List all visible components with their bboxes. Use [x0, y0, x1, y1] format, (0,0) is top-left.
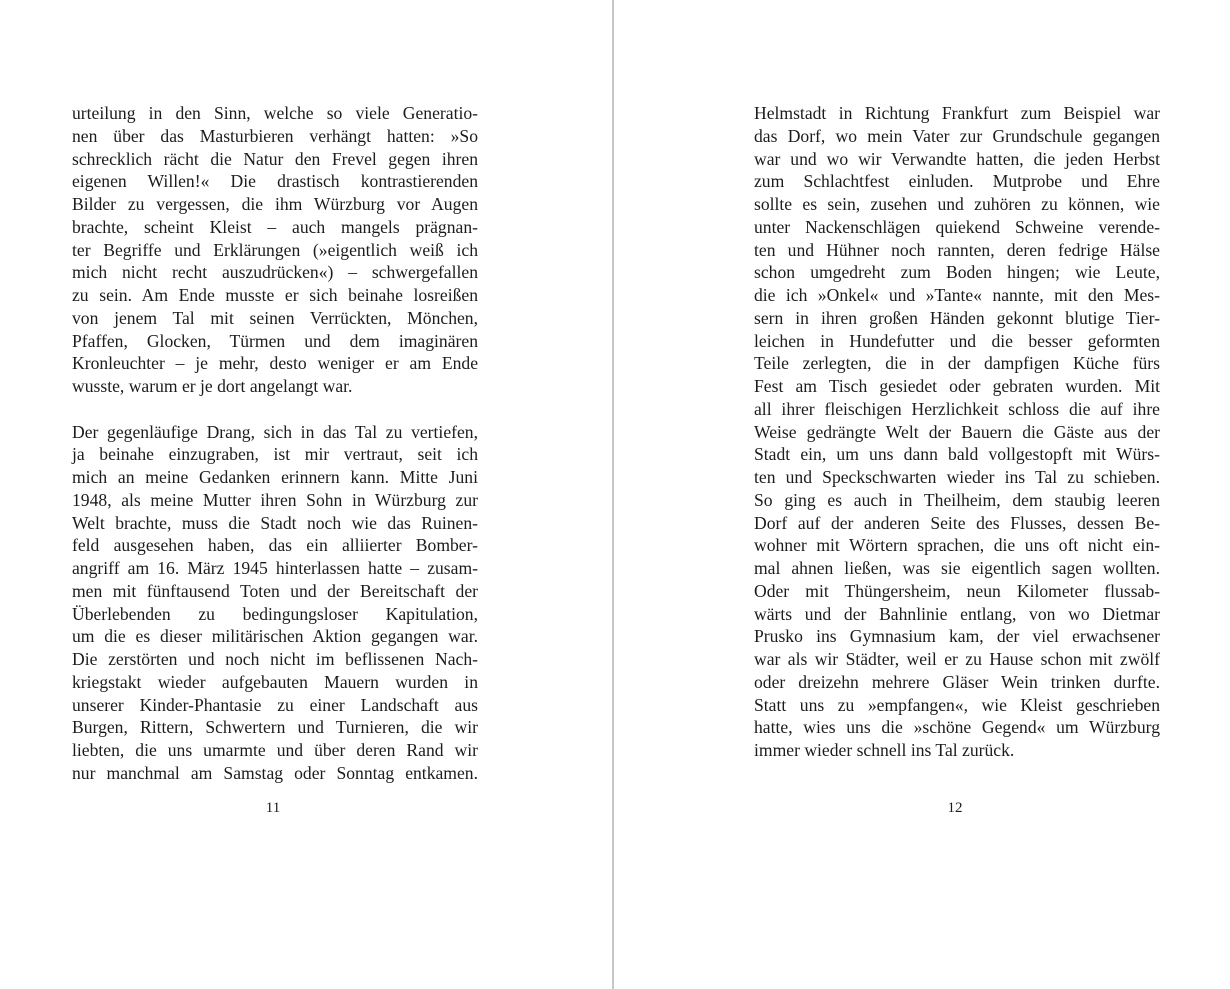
- text-line: Weise gedrängte Welt der Bauern die Gäste aus der: [754, 421, 1160, 442]
- text-line: sern in ihren großen Händen gekonnt blutige Tier-: [754, 307, 1160, 328]
- text-line: Der gegenläufige Drang, sich in das Tal zu vertiefen,: [72, 421, 478, 442]
- text-line: nur manchmal am Samstag oder Sonntag entkamen.: [72, 762, 478, 783]
- page-number: 11: [265, 800, 281, 816]
- text-line: eigenen Willen!« Die drastisch kontrastierenden: [72, 171, 478, 192]
- page-divider: [612, 0, 614, 989]
- text-line: Pfaffen, Glocken, Türmen und dem imaginären: [72, 330, 478, 351]
- text-line: Helmstadt in Richtung Frankfurt zum Beispiel war: [754, 103, 1160, 123]
- text-line: Überlebenden zu bedingungsloser Kapitulation,: [72, 603, 478, 624]
- text-line: mich an meine Gedanken erinnern kann. Mitte Juni: [72, 467, 478, 487]
- text-line: um die es dieser militärischen Aktion gegangen war.: [72, 626, 478, 647]
- paragraph-gap: [72, 398, 478, 421]
- text-line: Kronleuchter – je mehr, desto weniger er am Ende: [72, 353, 478, 374]
- left-page: [0, 0, 612, 989]
- text-line: mich nicht recht auszudrücken«) – schwergefallen: [72, 262, 478, 283]
- text-line: Fest am Tisch gesiedet oder gebraten wurden. Mit: [754, 376, 1160, 396]
- text-line: brachte, scheint Kleist – auch mangels prägnan-: [72, 216, 478, 237]
- text-line: unserer Kinder-Phantasie zu einer Landschaft aus: [72, 694, 478, 715]
- text-line: liebten, die uns umarmte und über deren Rand wir: [72, 740, 478, 760]
- text-line: Oder mit Thüngersheim, neun Kilometer flussab-: [754, 580, 1160, 601]
- text-line: sollte es sein, zusehen und zuhören zu können, wie: [754, 194, 1160, 214]
- text-line: kriegstakt wieder aufgebauten Mauern wurden in: [72, 671, 478, 692]
- text-line: wusste, warum er je dort angelangt war.: [72, 376, 353, 396]
- text-line: Prusko ins Gymnasium kam, der viel erwachsener: [754, 626, 1160, 647]
- text-line: wohner mit Wörtern sprachen, die uns oft nicht ein-: [754, 535, 1160, 556]
- text-line: men mit fünftausend Toten und der Bereitschaft der: [72, 580, 478, 601]
- text-line: zum Schlachtfest einluden. Mutprobe und Ehre: [754, 171, 1160, 192]
- text-line: die ich »Onkel« und »Tante« nannte, mit den Mes-: [754, 285, 1160, 305]
- text-line: ter Begriffe und Erklärungen (»eigentlich weiß ich: [72, 239, 478, 260]
- text-line: angriff am 16. März 1945 hinterlassen hatte – zusam-: [72, 558, 478, 578]
- text-line: nen über das Masturbieren verhängt hatten: »So: [72, 125, 478, 146]
- text-line: all ihrer fleischigen Herzlichkeit schloss die auf ihre: [754, 398, 1160, 419]
- text-line: Bilder zu vergessen, die ihm Würzburg vor Augen: [72, 194, 478, 214]
- text-line: unter Nackenschlägen quiekend Schweine verende-: [754, 216, 1160, 237]
- text-line: war als wir Städter, weil er zu Hause schon mit zwölf: [754, 649, 1160, 669]
- left-page-text: [72, 102, 478, 785]
- text-line: Die zerstörten und noch nicht im beflissenen Nach-: [72, 649, 478, 669]
- paragraph: [72, 421, 478, 785]
- text-line: ten und Speckschwarten wieder ins Tal zu schieben.: [754, 467, 1160, 487]
- text-line: leichen in Hundefutter und die besser geformten: [754, 330, 1160, 351]
- right-page-text: [754, 102, 1160, 762]
- text-line: zu sein. Am Ende musste er sich beinahe losreißen: [72, 285, 478, 305]
- text-line: hatte, wies uns die »schöne Gegend« um Würzburg: [754, 717, 1160, 738]
- text-line: immer wieder schnell ins Tal zurück.: [754, 740, 1015, 760]
- text-line: schon umgedreht zum Boden hingen; wie Leute,: [754, 262, 1160, 283]
- page-number: 12: [947, 800, 963, 816]
- paragraph: [754, 102, 1160, 762]
- text-line: wärts und der Bahnlinie entlang, von wo Dietmar: [754, 603, 1160, 624]
- text-line: Welt brachte, muss die Stadt noch wie das Ruinen-: [72, 512, 478, 533]
- text-line: So ging es auch in Theilheim, dem staubig leeren: [754, 489, 1160, 510]
- text-line: Dorf auf der anderen Seite des Flusses, dessen Be-: [754, 512, 1160, 533]
- text-line: Stadt ein, um uns dann bald vollgestopft mit Würs-: [754, 444, 1160, 465]
- text-line: war und wo wir Verwandte hatten, die jeden Herbst: [754, 148, 1160, 169]
- text-line: schrecklich rächt die Natur den Frevel gegen ihren: [72, 148, 478, 169]
- text-line: Teile zerlegten, die in der dampfigen Küche fürs: [754, 353, 1160, 374]
- paragraph: [72, 102, 478, 398]
- text-line: mal ahnen ließen, was sie eigentlich sagen wollten.: [754, 558, 1160, 578]
- text-line: Burgen, Rittern, Schwertern und Turnieren, die wir: [72, 717, 478, 738]
- text-line: oder dreizehn mehrere Gläser Wein trinken durfte.: [754, 671, 1160, 692]
- text-line: ja beinahe einzugraben, ist mir vertraut, seit ich: [72, 444, 478, 465]
- text-line: 1948, als meine Mutter ihren Sohn in Würzburg zur: [72, 489, 478, 510]
- text-line: ten und Hühner noch rannten, deren fedrige Hälse: [754, 239, 1160, 260]
- text-line: das Dorf, wo mein Vater zur Grundschule gegangen: [754, 125, 1160, 146]
- text-line: feld ausgesehen haben, das ein alliierter Bomber-: [72, 535, 478, 556]
- text-line: Statt uns zu »empfangen«, wie Kleist geschrieben: [754, 694, 1160, 715]
- text-line: urteilung in den Sinn, welche so viele Generatio-: [72, 103, 478, 123]
- right-page: [616, 0, 1230, 989]
- text-line: von jenem Tal mit seinen Verrückten, Mönchen,: [72, 307, 478, 328]
